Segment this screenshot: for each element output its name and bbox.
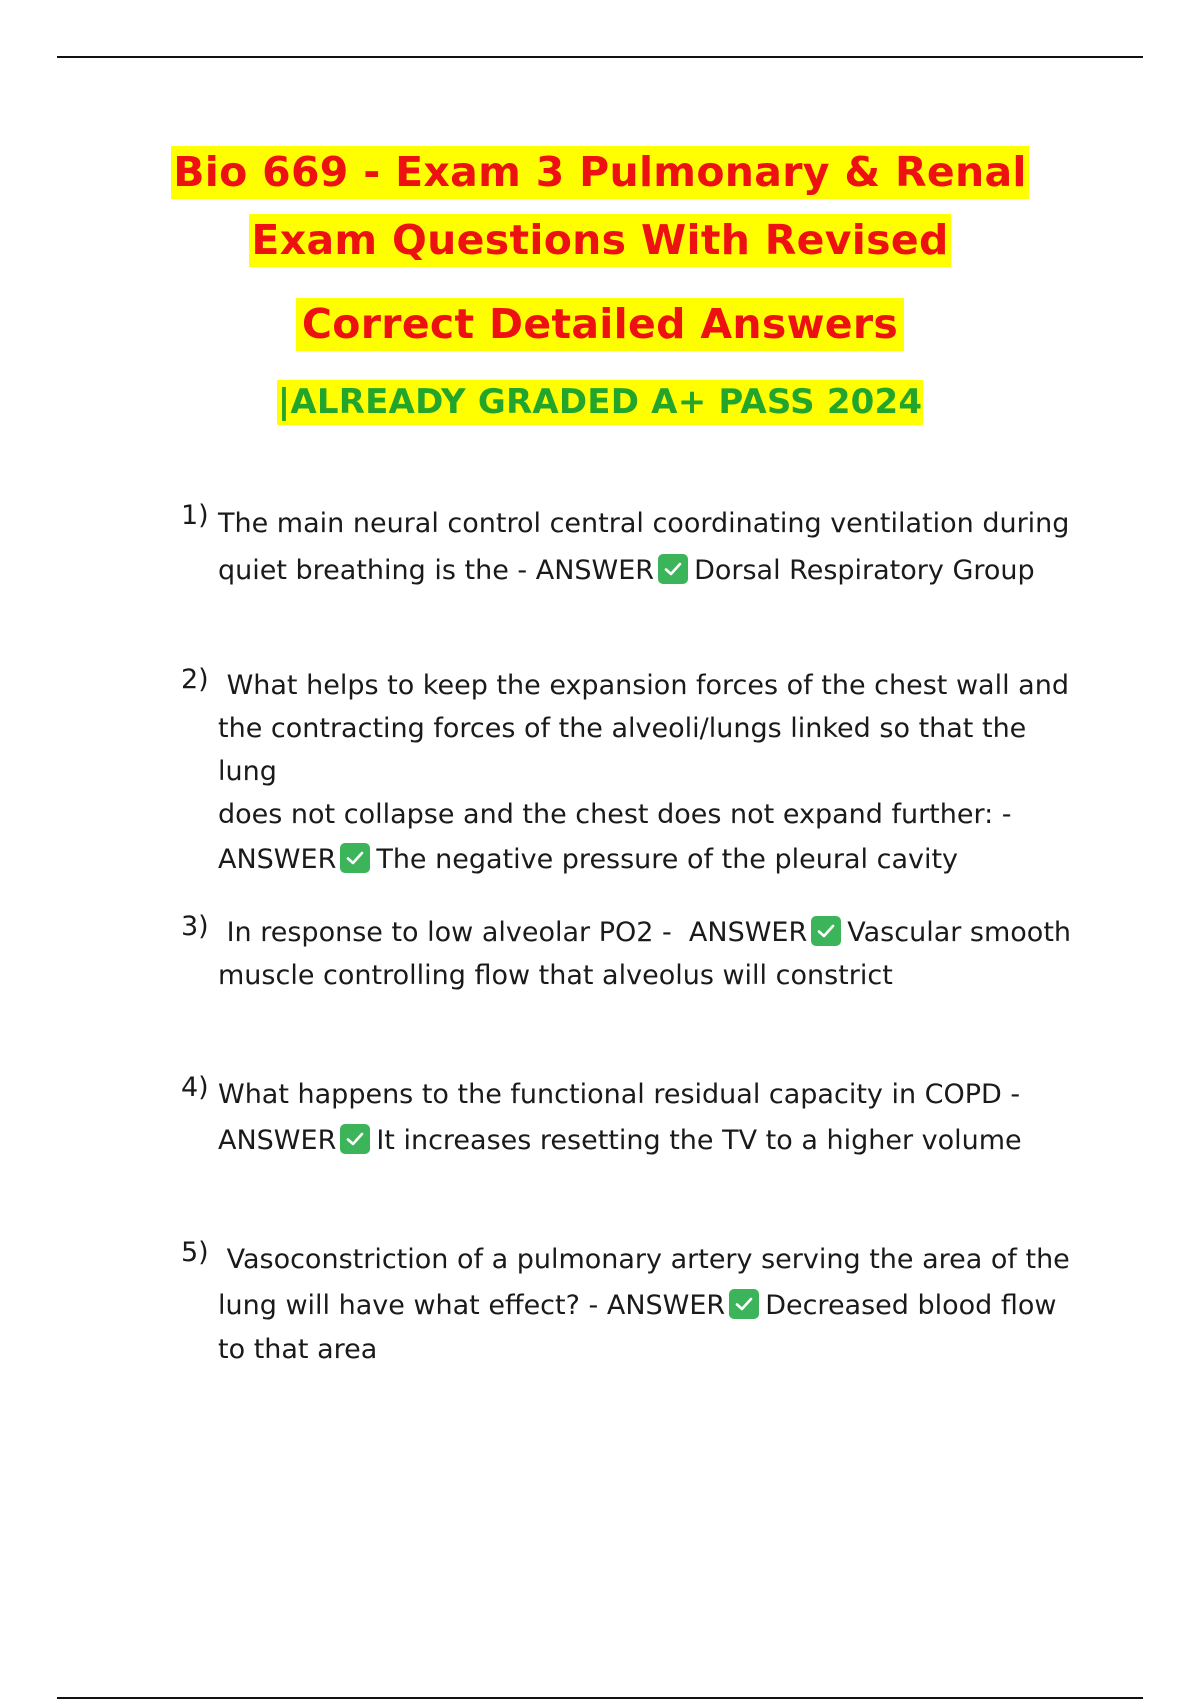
check-icon [340, 843, 370, 873]
question-body [218, 1072, 1081, 1164]
answer-text: It increases resetting the TV to a higher volume [376, 1125, 1022, 1156]
answer-text: Vascular smooth [847, 917, 1072, 948]
question-line: What happens to the functional residual capacity in COPD - [218, 1079, 1021, 1110]
answer-text: Dorsal Respiratory Group [694, 555, 1035, 586]
answer-line [218, 547, 1081, 594]
question-item-2 [181, 664, 1081, 883]
question-item-4 [181, 1072, 1081, 1164]
check-icon [340, 1124, 370, 1154]
question-item-5 [181, 1237, 1081, 1370]
question-body [218, 1237, 1081, 1370]
title-line-3: Correct Detailed Answers [296, 298, 904, 351]
answer-line-continued: to that area [218, 1334, 378, 1365]
answer-line [218, 911, 1081, 954]
question-line: the contracting forces of the alveoli/lungs linked so that the lung [218, 713, 1027, 787]
check-icon [811, 916, 841, 946]
answer-line [218, 1282, 1081, 1329]
question-text: quiet breathing is the - ANSWER [218, 555, 655, 586]
title-line-2: Exam Questions With Revised [249, 214, 950, 267]
question-item-1 [181, 500, 1081, 594]
question-item-3 [181, 911, 1081, 997]
bottom-rule [57, 1697, 1143, 1699]
graded-subtitle: |ALREADY GRADED A+ PASS 2024 [277, 380, 924, 425]
check-icon [658, 554, 688, 584]
answer-text: Decreased blood flow [765, 1290, 1057, 1321]
question-body [218, 911, 1081, 997]
question-body [218, 664, 1081, 883]
question-line: Vasoconstriction of a pulmonary artery serving the area of the [218, 1244, 1070, 1275]
question-number: 2) [181, 664, 209, 695]
title-line-1: Bio 669 - Exam 3 Pulmonary & Renal [171, 146, 1029, 199]
answer-text: The negative pressure of the pleural cavity [376, 844, 959, 875]
check-icon [729, 1289, 759, 1319]
question-number: 3) [181, 911, 209, 942]
answer-line-continued: muscle controlling flow that alveolus will constrict [218, 960, 893, 991]
question-body [218, 500, 1081, 594]
question-text: In response to low alveolar PO2 - ANSWER [218, 917, 808, 948]
question-number: 5) [181, 1237, 209, 1268]
question-number: 4) [181, 1072, 209, 1103]
question-number: 1) [181, 500, 209, 531]
question-text: ANSWER [218, 1125, 337, 1156]
question-text: lung will have what effect? - ANSWER [218, 1290, 726, 1321]
question-text: ANSWER [218, 844, 337, 875]
question-line: does not collapse and the chest does not expand further: - [218, 799, 1012, 830]
answer-line [218, 836, 1081, 883]
answer-line [218, 1117, 1081, 1164]
question-line: What helps to keep the expansion forces of the chest wall and [218, 670, 1069, 701]
question-line: The main neural control central coordinating ventilation during [218, 508, 1070, 539]
